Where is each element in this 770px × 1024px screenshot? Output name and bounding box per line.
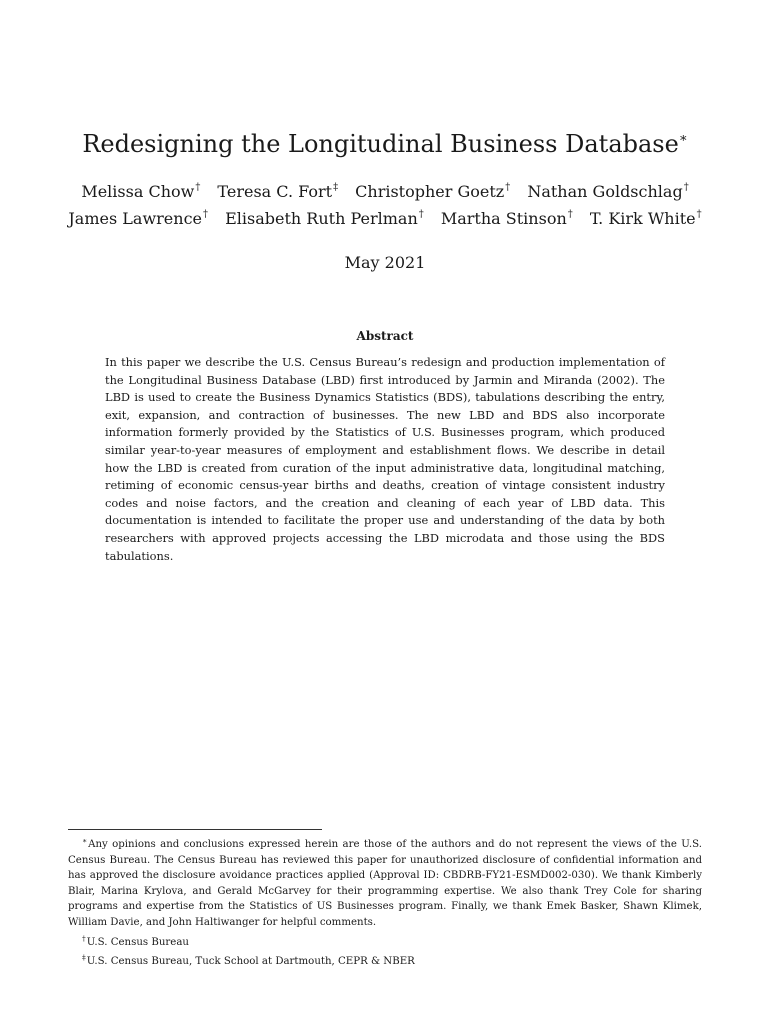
author-name: Christopher Goetz — [355, 182, 505, 201]
author-name: James Lawrence — [68, 209, 202, 228]
author — [68, 209, 208, 228]
author — [355, 182, 510, 201]
author — [225, 209, 424, 228]
author-name: Melissa Chow — [81, 182, 195, 201]
author-affiliation-mark: † — [696, 209, 702, 220]
paper-title — [0, 124, 770, 159]
footnote-divider — [68, 829, 322, 830]
author-affiliation-mark: † — [195, 182, 201, 193]
author — [81, 182, 200, 201]
author — [441, 209, 573, 228]
author-affiliation-mark: ‡ — [333, 182, 339, 193]
paper-title-text: Redesigning the Longitudinal Business Database — [82, 130, 679, 158]
author-affiliation-mark: † — [505, 182, 511, 193]
author-name: Martha Stinson — [440, 209, 567, 228]
footnote-text: U.S. Census Bureau — [86, 936, 189, 948]
author-name: Teresa C. Fort — [217, 182, 333, 201]
author — [217, 182, 338, 201]
footnote — [68, 833, 702, 931]
abstract-heading: Abstract — [356, 329, 414, 343]
footnotes — [68, 833, 702, 970]
abstract-text: In this paper we describe the U.S. Census Bureau’s redesign and production implementation of the Longitudinal Business Database (LBD) first introduced by Jarmin and Miranda (2002). The LBD is used to create the Business Dynamics Statistics (BDS), tabulations describing the entry, exit, expansion, and contraction of businesses. The new LBD and BDS also incorporate information formerly provided by the Statistics of U.S. Businesses program, which produced similar year-to-year measures of employment and establishment flows. We describe in detail how the LBD is created from curation of the input administrative data, longitudinal matching, retiming of economic census-year births and deaths, creation of vintage consistent industry codes and noise factors, and the creation and cleaning of each year of LBD data. This documentation is intended to facilitate the proper use and understanding of the data by both researchers with approved projects accessing the LBD microdata and those using the BDS tabulations. — [105, 355, 665, 563]
footnote — [68, 931, 702, 951]
author-name: T. Kirk White — [589, 209, 696, 228]
footnote-mark: ‡ — [82, 953, 86, 963]
author-name: Nathan Goldschlag — [527, 182, 683, 201]
author-affiliation-mark: † — [683, 182, 689, 193]
author-list — [40, 176, 730, 230]
author — [527, 182, 688, 201]
author — [590, 209, 702, 228]
author-affiliation-mark: † — [418, 209, 424, 220]
author-name: Elisabeth Ruth Perlman — [225, 209, 418, 228]
footnote-text: U.S. Census Bureau, Tuck School at Dartmouth, CEPR & NBER — [86, 956, 415, 968]
publication-date: May 2021 — [344, 253, 426, 272]
author-affiliation-mark: † — [567, 209, 573, 220]
footnote-text: Any opinions and conclusions expressed herein are those of the authors and do not represent the views of the U.S. Census Bureau. The Census Bureau has reviewed this paper for unauthorized disclosure of confidential information and has approved the disclosure avoidance practices applied (Approval ID: CBDRB-FY21-ESMD002-030). We thank Kimberly Blair, Marina Krylova, and Gerald McGarvey for their programming expertise. We also thank Trey Cole for sharing programs and expertise from the Statistics of US Businesses program. Finally, we thank Emek Basker, Shawn Klimek, William Davie, and John Haltiwanger for helpful comments. — [68, 839, 702, 928]
footnote — [68, 950, 702, 970]
author-affiliation-mark: † — [203, 209, 208, 220]
footnote-mark: ∗ — [82, 836, 88, 845]
footnote-mark: † — [82, 933, 86, 943]
title-footnote-mark: ∗ — [678, 131, 688, 146]
